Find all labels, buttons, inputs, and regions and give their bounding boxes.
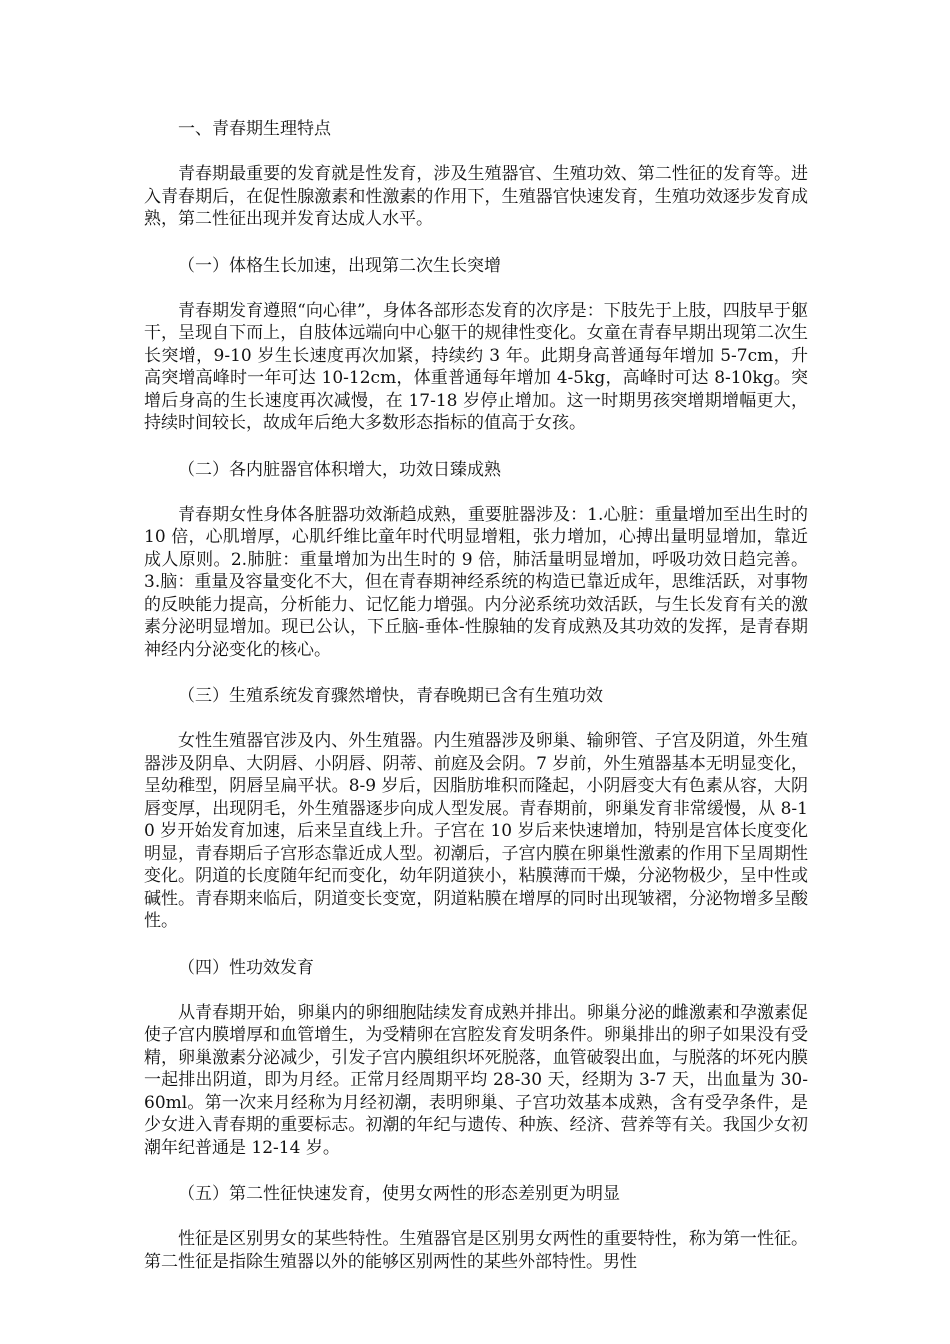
paragraph-2: 青春期女性身体各脏器功效渐趋成熟，重要脏器涉及：1.心脏：重量增加至出生时的 10 倍，心肌增厚，心肌纤维比童年时代明显增粗，张力增加，心搏出量明显增加，靠近成人原则。2.肺脏：重量增加为出生时的 9 倍，肺活量明显增加，呼吸功效日趋完善。3.脑：重量及容量变化不大，但在青春期神经系统的构造已靠近成年，思维活跃，对事物的反映能力提高，分析能力、记忆能力增强。内分泌系统功效活跃，与生长发育有关的激素分泌明显增加。现已公认，下丘脑-垂体-性腺轴的发育成熟及其功效的发挥，是青春期神经内分泌变化的核心。 [144, 504, 808, 660]
paragraph-4: 从青春期开始，卵巢内的卵细胞陆续发育成熟并排出。卵巢分泌的雌激素和孕激素促使子宫内膜增厚和血管增生，为受精卵在宫腔发育发明条件。卵巢排出的卵子如果没有受精，卵巢激素分泌减少，引发子宫内膜组织坏死脱落，血管破裂出血，与脱落的坏死内膜一起排出阴道，即为月经。正常月经周期平均 28-30 天，经期为 3-7 天，出血量为 30-60ml。第一次来月经称为月经初潮，表明卵巢、子宫功效基本成熟，含有受孕条件，是少女进入青春期的重要标志。初潮的年纪与遗传、种族、经济、营养等有关。我国少女初潮年纪普通是 12-14 岁。 [144, 1002, 808, 1158]
subheading-3: （三）生殖系统发育骤然增快，青春晚期已含有生殖功效 [178, 686, 603, 706]
document-page [144, 118, 808, 1273]
paragraph-3: 女性生殖器官涉及内、外生殖器。内生殖器涉及卵巢、输卵管、子宫及阴道，外生殖器涉及阴阜、大阴唇、小阴唇、阴蒂、前庭及会阴。7 岁前，外生殖器基本无明显变化，呈幼稚型，阴唇呈扁平状。8-9 岁后，因脂肪堆积而隆起，小阴唇变大有色素从容，大阴唇变厚，出现阴毛，外生殖器逐步向成人型发展。青春期前，卵巢发育非常缓慢，从 8-10 岁开始发育加速，后来呈直线上升。子宫在 10 岁后来快速增加，特别是宫体长度变化明显，青春期后子宫形态靠近成人型。初潮后，子宫内膜在卵巢性激素的作用下呈周期性变化。阴道的长度随年纪而变化，幼年阴道狭小，粘膜薄而干燥，分泌物极少，呈中性或碱性。青春期来临后，阴道变长变宽，阴道粘膜在增厚的同时出现皱褶，分泌物增多呈酸性。 [144, 731, 808, 931]
paragraph-1: 青春期发育遵照“向心律”，身体各部形态发育的次序是：下肢先于上肢，四肢早于躯干，呈现自下而上，自肢体远端向中心躯干的规律性变化。女童在青春早期出现第二次生长突增，9-10 岁生长速度再次加紧，持续约 3 年。此期身高普通每年增加 5-7cm，升高突增高峰时一年可达 10-12cm，体重普通每年增加 4-5kg，高峰时可达 8-10kg。突增后身高的生长速度再次减慢，在 17-18 岁停止增加。这一时期男孩突增期增幅更大，持续时间较长，故成年后绝大多数形态指标的值高于女孩。 [144, 300, 808, 433]
subheading-4: （四）性功效发育 [178, 957, 314, 978]
subheading-1: （一）体格生长加速，出现第二次生长突增 [178, 255, 501, 276]
subheading-2: （二）各内脏器官体积增大，功效日臻成熟 [178, 459, 501, 480]
subheading-5: （五）第二性征快速发育，使男女两性的形态差别更为明显 [178, 1184, 620, 1204]
paragraph-5: 性征是区别男女的某些特性。生殖器官是区别男女两性的重要特性，称为第一性征。第二性征是指除生殖器以外的能够区别两性的某些外部特性。男性 [144, 1229, 808, 1272]
section-title: 一、青春期生理特点 [178, 119, 331, 139]
intro-paragraph: 青春期最重要的发育就是性发育，涉及生殖器官、生殖功效、第二性征的发育等。进入青春期后，在促性腺激素和性激素的作用下，生殖器官快速发育，生殖功效逐步发育成熟，第二性征出现并发育达成人水平。 [144, 164, 808, 229]
